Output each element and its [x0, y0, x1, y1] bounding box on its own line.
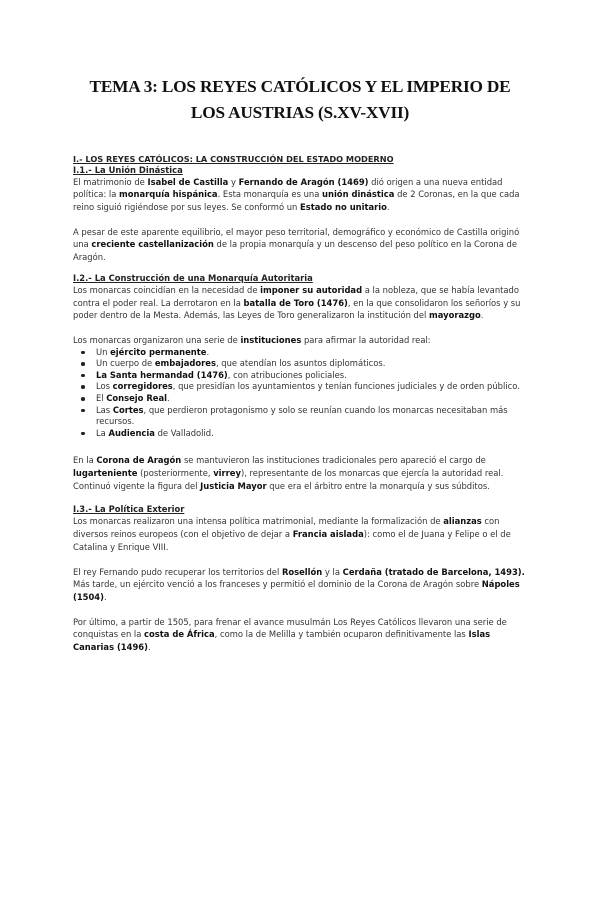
section-1 [73, 154, 527, 654]
list-item [87, 393, 527, 405]
bold-term: embajadores [154, 358, 216, 369]
text: La [96, 427, 109, 438]
text: . Esta monarquía es una [217, 189, 323, 200]
text: dió origen a una nueva entidad política: la [73, 176, 503, 200]
text: de la propia monarquía y un descenso del peso político en la Corona de Aragón. [73, 239, 517, 263]
bold-term: Cortes [112, 404, 144, 415]
text: El rey Fernando pudo recuperar los territorios del [73, 566, 282, 577]
text: Los monarcas organizaron una serie de [73, 334, 241, 345]
bold-term: Audiencia [108, 427, 155, 438]
text: Un [96, 346, 111, 357]
bold-term: creciente castellanización [91, 239, 214, 250]
text: El [96, 393, 107, 403]
list-item [87, 347, 527, 359]
text: , que presidían los ayuntamientos y tenían funciones judiciales y de orden público. [172, 381, 520, 392]
bold-term: Rosellón [281, 566, 323, 577]
subsection-1-3-heading: I.3.- La Política Exterior [73, 504, 185, 515]
subsection-1-2-heading: I.2.- La Construcción de una Monarquía Autoritaria [73, 272, 313, 283]
bold-term: costa de África [144, 629, 215, 640]
text: Los monarcas realizaron una intensa política matrimonial, mediante la formalización de [73, 516, 444, 527]
text: Por último, a partir de 1505, para frenar el avance musulmán Los Reyes Católicos llevaron una serie de conquistas en la [73, 616, 507, 640]
text: ), representante de los monarcas que ejercía la autoridad real. Continuó vigente la figura del [73, 468, 504, 491]
bold-term: Justicia Mayor [200, 480, 267, 491]
document-page [0, 74, 600, 922]
text: (posteriormente, [137, 468, 214, 479]
list-item [87, 381, 527, 393]
text: Más tarde, un ejército venció a los franceses y permitió el dominio de la Corona de Aragón sobre [73, 579, 482, 590]
text: que era el árbitro entre la monarquía y sus súbditos. [266, 480, 490, 491]
text: Los [96, 381, 113, 392]
text: A pesar de este aparente equilibrio, el mayor peso territorial, demográfico y económico de Castilla originó una [73, 226, 520, 250]
paragraph [73, 226, 527, 264]
text: Un cuerpo de [96, 358, 155, 369]
paragraph [73, 566, 527, 604]
section-1-heading: I.- LOS REYES CATÓLICOS: LA CONSTRUCCIÓN DEL ESTADO MODERNO [73, 154, 394, 164]
paragraph [73, 284, 527, 322]
text: , con atribuciones policiales. [227, 369, 347, 380]
bold-term: Fernando de Aragón (1469) [238, 176, 369, 187]
text: . [147, 642, 151, 653]
bold-term: ejército permanente [110, 346, 207, 357]
bold-term: Nápoles (1504) [73, 579, 520, 602]
title-line-1: TEMA 3: LOS REYES CATÓLICOS Y EL IMPERIO DE [89, 77, 511, 96]
bold-term: La Santa hermandad (1476) [96, 369, 228, 380]
list-item [87, 370, 527, 382]
paragraph [73, 334, 527, 347]
text: ): como el de Juana y Felipe o el de Catalina y Enrique VIII. [73, 529, 511, 552]
document-title [73, 74, 527, 126]
list-item [87, 428, 527, 440]
text: a la nobleza, que se había levantado contra el poder real. La derrotaron en la [73, 284, 519, 308]
bold-term: Cerdaña (tratado de Barcelona, 1493). [342, 566, 525, 577]
text: . [480, 310, 484, 321]
text: . [103, 592, 107, 602]
bold-term: Consejo Real [106, 393, 167, 403]
bold-term: imponer su autoridad [260, 284, 363, 295]
bold-term: lugarteniente [73, 468, 138, 479]
text: para afirmar la autoridad real: [301, 334, 431, 345]
bold-term: Estado no unitario [300, 202, 387, 212]
text: , que atendían los asuntos diplomáticos. [215, 358, 386, 369]
bold-term: alianzas [443, 516, 482, 527]
bold-term: corregidores [112, 381, 173, 392]
text: y la [322, 566, 343, 577]
paragraph [73, 515, 527, 553]
text: , como la de Melilla y también ocuparon definitivamente las [214, 629, 469, 640]
title-line-2: LOS AUSTRIAS (S.XV-XVII) [190, 103, 410, 122]
subsection-1-1-heading: I.1.- La Unión Dinástica [73, 164, 183, 175]
bold-term: instituciones [240, 334, 302, 345]
paragraph [73, 454, 527, 492]
paragraph [73, 616, 527, 654]
bold-term: monarquía hispánica [119, 189, 218, 200]
text: En la [73, 455, 97, 466]
bold-term: mayorazgo [429, 310, 481, 321]
paragraph [73, 176, 527, 214]
text: de 2 Coronas, en la que cada reino siguió rigiéndose por sus leyes. Se conformó un [73, 189, 520, 212]
text: , que perdieron protagonismo y solo se reunían cuando los monarcas necesitaban más recursos. [96, 404, 508, 427]
text: . [206, 346, 210, 357]
text: El matrimonio de [73, 176, 148, 187]
text: de Valladolid. [154, 427, 214, 438]
bold-term: virrey [213, 468, 241, 479]
bold-term: Isabel de Castilla [147, 176, 229, 187]
list-item [87, 358, 527, 370]
bold-term: Corona de Aragón [96, 455, 182, 466]
text: . [386, 202, 390, 212]
text: . [167, 393, 170, 403]
list-item [87, 405, 527, 428]
text: Los monarcas coincidían en la necesidad de [73, 284, 261, 295]
text: con diversos reinos europeos (con el objetivo de dejar a [73, 516, 500, 540]
institutions-list [73, 347, 527, 440]
bold-term: batalla de Toro (1476) [243, 297, 348, 308]
text: Las [96, 404, 113, 415]
text: se mantuvieron las instituciones tradicionales pero apareció el cargo de [181, 455, 486, 466]
bold-term: Islas Canarias (1496) [73, 629, 491, 653]
text: y [228, 176, 239, 187]
bold-term: Francia aislada [292, 529, 364, 540]
text: , en la que consolidaron los señoríos y su poder dentro de la Mesta. Además, las Leyes de Toro generalizaron la institución del [73, 297, 521, 321]
bold-term: unión dinástica [322, 189, 395, 200]
